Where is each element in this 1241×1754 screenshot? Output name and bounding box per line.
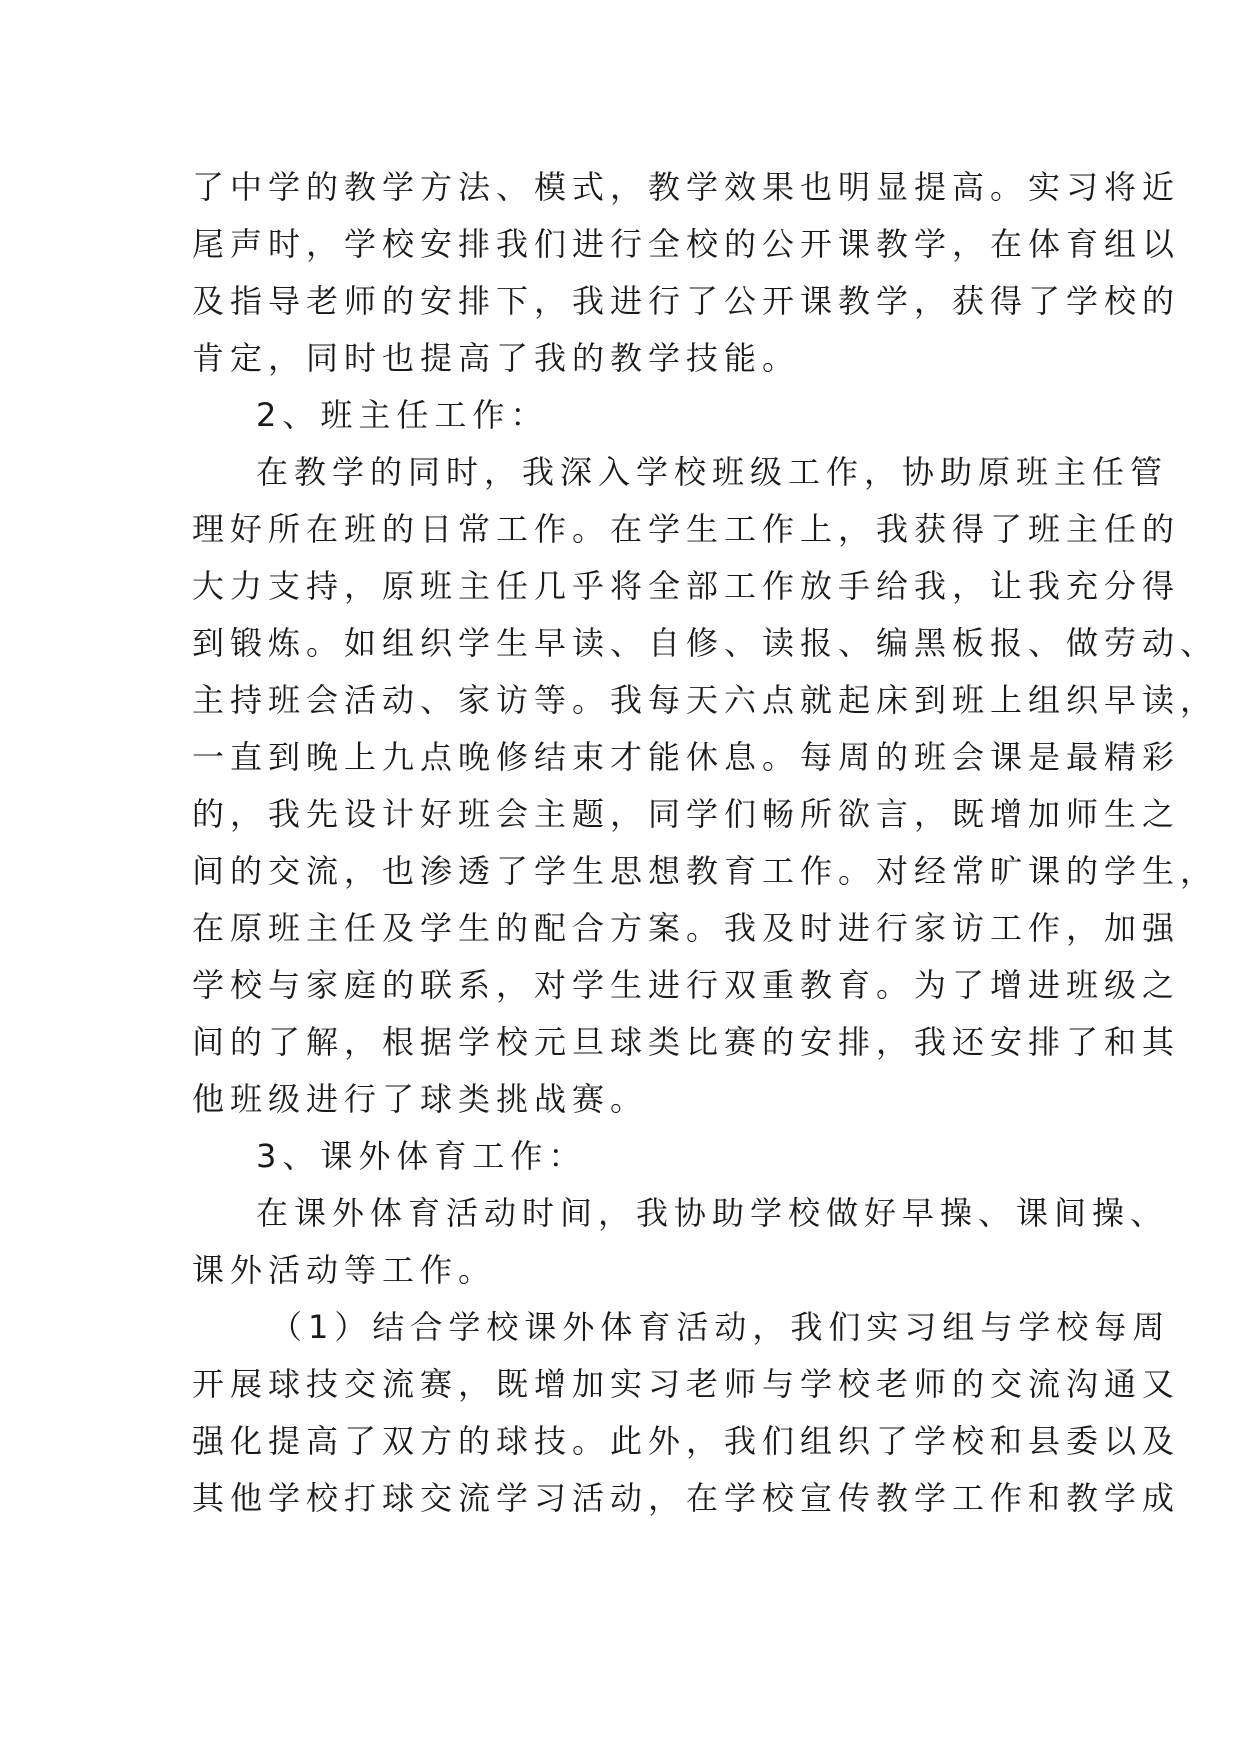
text-line: 间的交流，也渗透了学生思想教育工作。对经常旷课的学生， [192,852,1219,890]
text-line: 尾声时，学校安排我们进行全校的公开课教学，在体育组以 [192,225,1181,263]
text-line: 理好所在班的日常工作。在学生工作上，我获得了班主任的 [192,510,1181,548]
text-line: 的，我先设计好班会主题，同学们畅所欲言，既增加师生之 [192,795,1181,833]
text-line: （1）结合学校课外体育活动，我们实习组与学校每周 [270,1308,1171,1346]
text-line: 开展球技交流赛，既增加实习老师与学校老师的交流沟通又 [192,1365,1181,1403]
text-line: 在教学的同时，我深入学校班级工作，协助原班主任管 [256,453,1169,491]
text-line: 其他学校打球交流学习活动，在学校宣传教学工作和教学成 [192,1479,1181,1517]
text-line: 肯定，同时也提高了我的教学技能。 [192,339,801,377]
text-line: 大力支持，原班主任几乎将全部工作放手给我，让我充分得 [192,567,1181,605]
text-line: 一直到晚上九点晚修结束才能休息。每周的班会课是最精彩 [192,738,1181,776]
text-line: 到锻炼。如组织学生早读、自修、读报、编黑板报、做劳动、 [192,624,1219,662]
text-line: 学校与家庭的联系，对学生进行双重教育。为了增进班级之 [192,966,1181,1004]
text-line: 在原班主任及学生的配合方案。我及时进行家访工作，加强 [192,909,1181,947]
section-heading: 2、班主任工作： [256,396,549,434]
text-line: 主持班会活动、家访等。我每天六点就起床到班上组织早读， [192,681,1219,719]
text-line: 课外活动等工作。 [192,1251,497,1289]
text-line: 及指导老师的安排下，我进行了公开课教学，获得了学校的 [192,282,1181,320]
section-heading: 3、课外体育工作： [256,1137,587,1175]
text-line: 了中学的教学方法、模式，教学效果也明显提高。实习将近 [192,168,1181,206]
text-line: 在课外体育活动时间，我协助学校做好早操、课间操、 [256,1194,1169,1232]
text-line: 间的了解，根据学校元旦球类比赛的安排，我还安排了和其 [192,1023,1181,1061]
text-line: 他班级进行了球类挑战赛。 [192,1080,649,1118]
text-line: 强化提高了双方的球技。此外，我们组织了学校和县委以及 [192,1422,1181,1460]
